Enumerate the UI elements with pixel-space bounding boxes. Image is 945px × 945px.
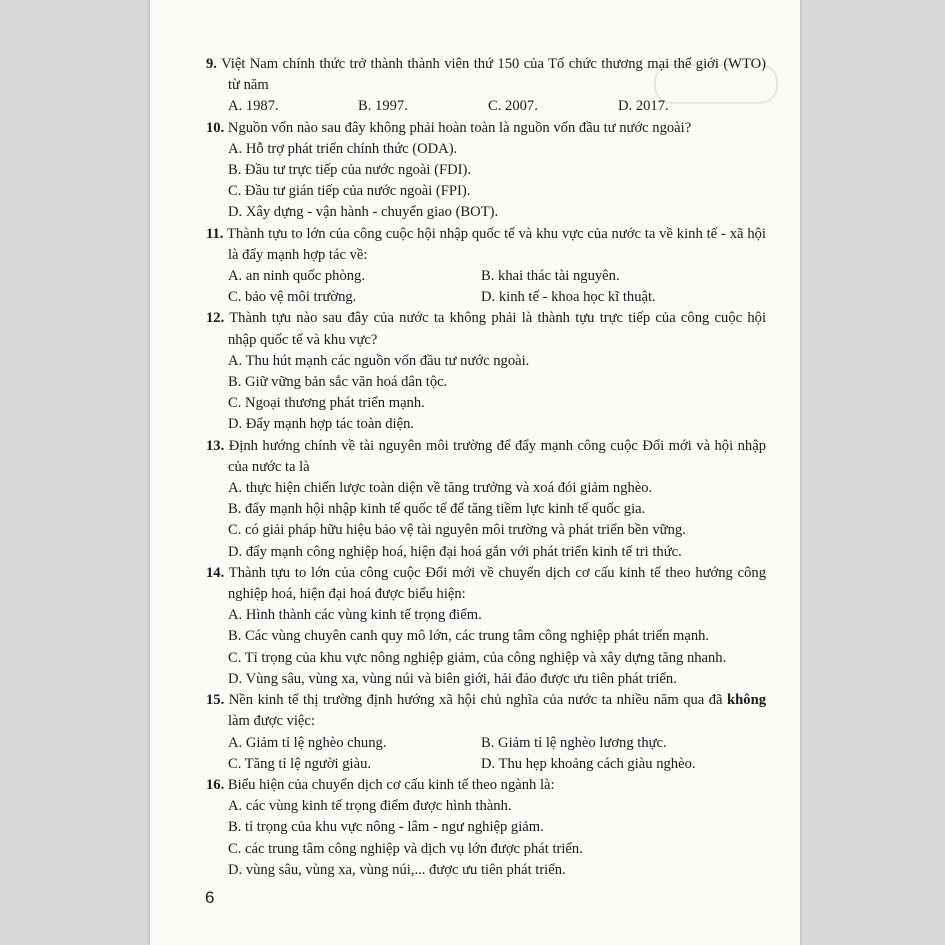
option-b: B. đẩy mạnh hội nhập kinh tế quốc tế để tăng tiềm lực kinh tế quốc gia. [228,501,646,518]
question-text: Định hướng chính về tài nguyên môi trường để đẩy mạnh công cuộc Đổi mới và hội nhập của nước ta là [228,437,766,475]
option-b: B. Giảm tỉ lệ nghèo lương thực. [481,734,667,751]
options-row [206,754,766,775]
question-14 [206,563,766,690]
question-number: 14. [206,564,225,581]
option-c: C. Tỉ trọng của khu vực nông nghiệp giảm, của công nghiệp và xây dựng tăng nhanh. [228,649,727,666]
book-page [150,0,800,945]
question-stem [206,436,766,478]
option-c: C. các trung tâm công nghiệp và dịch vụ lớn được phát triển. [228,840,583,857]
question-12 [206,308,766,435]
option-c: C. có giải pháp hữu hiệu bảo vệ tài nguyên môi trường và phát triển bền vững. [228,522,686,539]
page-number: 6 [205,888,215,907]
options-row [206,96,766,117]
option-a: A. các vùng kinh tế trọng điểm được hình thành. [228,798,512,815]
question-text: Việt Nam chính thức trở thành thành viên thứ 150 của Tổ chức thương mại thế giới (WTO) từ năm [221,56,767,94]
question-13 [206,436,766,563]
question-number: 13. [206,437,225,454]
option-a: A. 1987. [228,98,279,115]
option-c: C. Ngoại thương phát triển mạnh. [228,395,425,412]
question-list [206,54,766,881]
question-stem [206,690,766,732]
option-c: C. Đầu tư gián tiếp của nước ngoài (FPI). [228,183,471,200]
option-a: A. Thu hút mạnh các nguồn vốn đầu tư nước ngoài. [228,352,530,369]
option-a: A. an ninh quốc phòng. [228,268,366,285]
question-16 [206,775,766,881]
question-number: 12. [206,310,225,327]
question-stem [206,224,766,266]
option-c: C. 2007. [488,98,538,115]
option-b: B. Giữ vững bản sắc văn hoá dân tộc. [228,374,448,391]
question-text: Nguồn vốn nào sau đây không phải hoàn toàn là nguồn vốn đầu tư nước ngoài? [227,119,692,136]
option-d: D. Xây dựng - vận hành - chuyển giao (BOT). [228,204,499,221]
option-c: C. bảo vệ môi trường. [228,289,357,306]
question-number: 10. [206,119,225,136]
option-a: A. Giảm tỉ lệ nghèo chung. [228,734,387,751]
question-text: Thành tựu to lớn của công cuộc Đổi mới về chuyển dịch cơ cấu kinh tế theo hướng công nghiệp hoá, hiện đại hoá được biểu hiện: [228,564,767,603]
option-b: B. Các vùng chuyên canh quy mô lớn, các trung tâm công nghiệp phát triển mạnh. [228,628,710,645]
option-a: A. thực hiện chiến lược toàn diện về tăng trưởng và xoá đói giảm nghèo. [228,480,653,497]
options-row [206,733,766,754]
question-number: 11. [206,225,224,242]
question-text-end: làm được việc: [228,713,315,730]
option-c: C. Tăng tỉ lệ người giàu. [228,755,372,772]
option-b: B. khai thác tài nguyên. [481,268,620,285]
option-d: D. Vùng sâu, vùng xa, vùng núi và biên giới, hải đảo được ưu tiên phát triển. [228,670,677,687]
question-15 [206,690,766,775]
option-a: A. Hỗ trợ phát triển chính thức (ODA). [228,140,458,157]
question-stem [206,54,766,96]
option-d: D. Đẩy mạnh hợp tác toàn diện. [228,416,415,433]
question-11 [206,224,766,309]
option-b: B. Đầu tư trực tiếp của nước ngoài (FDI). [228,162,471,179]
option-b: B. tỉ trọng của khu vực nông - lâm - ngư nghiệp giảm. [228,819,544,836]
question-stem [206,118,766,139]
options-row [206,287,766,308]
question-text: Thành tựu to lớn của công cuộc hội nhập quốc tế và khu vực của nước ta về kinh tế - xã hội là đẩy mạnh hợp tác về: [227,225,766,263]
question-stem [206,563,766,605]
question-stem [206,308,766,350]
question-number: 16. [206,776,225,793]
question-number: 9. [206,56,217,72]
option-d: D. kinh tế - khoa học kĩ thuật. [481,289,656,306]
question-10 [206,118,766,224]
emphasis-word: không [727,692,766,709]
options-row [206,266,766,287]
question-number: 15. [206,692,225,709]
question-text: Biểu hiện của chuyển dịch cơ cấu kinh tế theo ngành là: [227,776,555,793]
option-d: D. Thu hẹp khoảng cách giàu nghèo. [481,755,696,772]
option-d: D. 2017. [618,98,669,115]
option-b: B. 1997. [358,98,408,115]
option-d: D. vùng sâu, vùng xa, vùng núi,... được ưu tiên phát triển. [228,861,566,878]
question-text: Thành tựu nào sau đây của nước ta không phải là thành tựu trực tiếp của công cuộc hội nhập quốc tế và khu vực? [228,310,766,348]
option-d: D. đẩy mạnh công nghiệp hoá, hiện đại hoá gắn với phát triển kinh tế tri thức. [228,543,682,560]
question-text: Nền kinh tế thị trường định hướng xã hội chủ nghĩa của nước ta nhiều năm qua đã [228,692,728,709]
question-stem [206,775,766,796]
question-9 [206,54,766,118]
option-a: A. Hình thành các vùng kinh tế trọng điểm. [228,607,482,624]
